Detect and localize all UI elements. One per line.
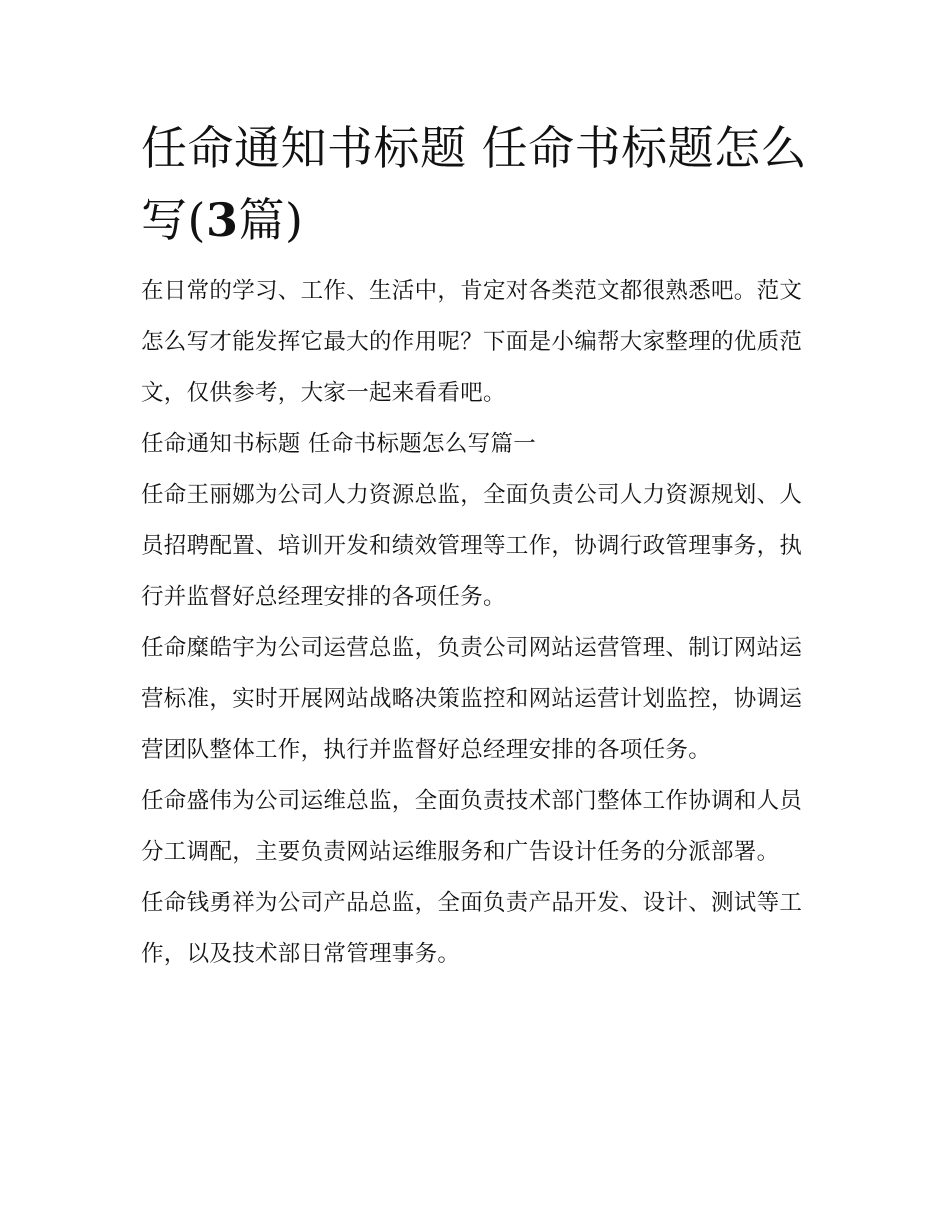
- appointment-paragraph: 任命王丽娜为公司人力资源总监，全面负责公司人力资源规划、人员招聘配置、培训开发和绩效管理等工作，协调行政管理事务，执行并监督好总经理安排的各项任务。: [141, 482, 803, 610]
- section-heading: 任命通知书标题 任命书标题怎么写篇一: [141, 431, 537, 457]
- appointment-paragraph: 任命糜皓宇为公司运营总监，负责公司网站运营管理、制订网站运营标准，实时开展网站战略决策监控和网站运营计划监控，协调运营团队整体工作，执行并监督好总经理安排的各项任务。: [141, 635, 803, 763]
- intro-paragraph: 在日常的学习、工作、生活中，肯定对各类范文都很熟悉吧。范文怎么写才能发挥它最大的作用呢？下面是小编帮大家整理的优质范文，仅供参考，大家一起来看看吧。: [141, 278, 803, 406]
- title-count: 3: [205, 193, 239, 247]
- appointment-paragraph: 任命盛伟为公司运维总监，全面负责技术部门整体工作协调和人员分工调配，主要负责网站运维服务和广告设计任务的分派部署。: [141, 788, 803, 865]
- document-title: 任命通知书标题 任命书标题怎么写(3篇): [141, 121, 808, 247]
- document-body: [141, 112, 821, 980]
- appointment-paragraph: 任命钱勇祥为公司产品总监，全面负责产品开发、设计、测试等工作，以及技术部日常管理事务。: [141, 890, 803, 967]
